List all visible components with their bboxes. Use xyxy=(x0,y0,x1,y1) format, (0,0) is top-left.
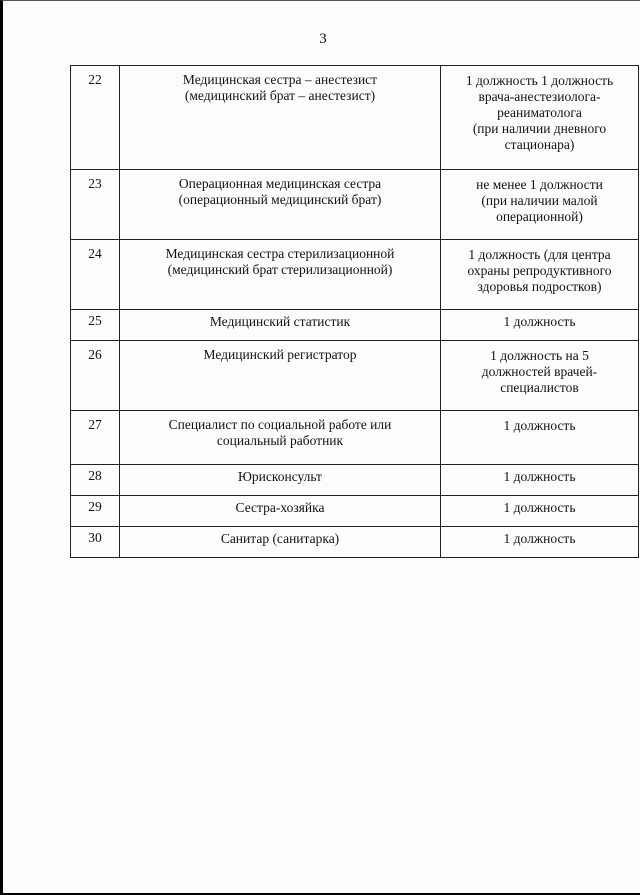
position-quantity: 1 должность (для центра охраны репродуктивного здоровья подростков) xyxy=(441,240,639,310)
row-number: 27 xyxy=(71,411,120,465)
row-number: 28 xyxy=(71,465,120,496)
position-name: Санитар (санитарка) xyxy=(120,527,441,558)
position-quantity: не менее 1 должности (при наличии малой операционной) xyxy=(441,170,639,240)
row-number: 30 xyxy=(71,527,120,558)
position-name: Операционная медицинская сестра (операционный медицинский брат) xyxy=(120,170,441,240)
row-number: 26 xyxy=(71,341,120,411)
position-quantity: 1 должность 1 должность врача-анестезиолога- реаниматолога (при наличии дневного стационара) xyxy=(441,66,639,170)
table-row xyxy=(71,465,639,496)
row-number: 25 xyxy=(71,310,120,341)
table-row xyxy=(71,66,639,170)
table-row xyxy=(71,527,639,558)
table-row xyxy=(71,310,639,341)
row-number: 22 xyxy=(71,66,120,170)
position-quantity: 1 должность на 5 должностей врачей- специалистов xyxy=(441,341,639,411)
table-row xyxy=(71,496,639,527)
position-quantity: 1 должность xyxy=(441,411,639,465)
position-name: Юрисконсульт xyxy=(120,465,441,496)
table-row xyxy=(71,170,639,240)
position-name: Медицинский статистик xyxy=(120,310,441,341)
table-row xyxy=(71,411,639,465)
row-number: 23 xyxy=(71,170,120,240)
position-name: Медицинская сестра – анестезист (медицинский брат – анестезист) xyxy=(120,66,441,170)
position-quantity: 1 должность xyxy=(441,527,639,558)
position-quantity: 1 должность xyxy=(441,465,639,496)
page-number: 3 xyxy=(319,31,327,47)
position-name: Медицинская сестра стерилизационной (медицинский брат стерилизационной) xyxy=(120,240,441,310)
row-number: 29 xyxy=(71,496,120,527)
position-name: Сестра-хозяйка xyxy=(120,496,441,527)
table-row xyxy=(71,240,639,310)
position-name: Специалист по социальной работе или социальный работник xyxy=(120,411,441,465)
table-row xyxy=(71,341,639,411)
row-number: 24 xyxy=(71,240,120,310)
staffing-table xyxy=(70,65,639,558)
position-quantity: 1 должность xyxy=(441,496,639,527)
position-name: Медицинский регистратор xyxy=(120,341,441,411)
position-quantity: 1 должность xyxy=(441,310,639,341)
